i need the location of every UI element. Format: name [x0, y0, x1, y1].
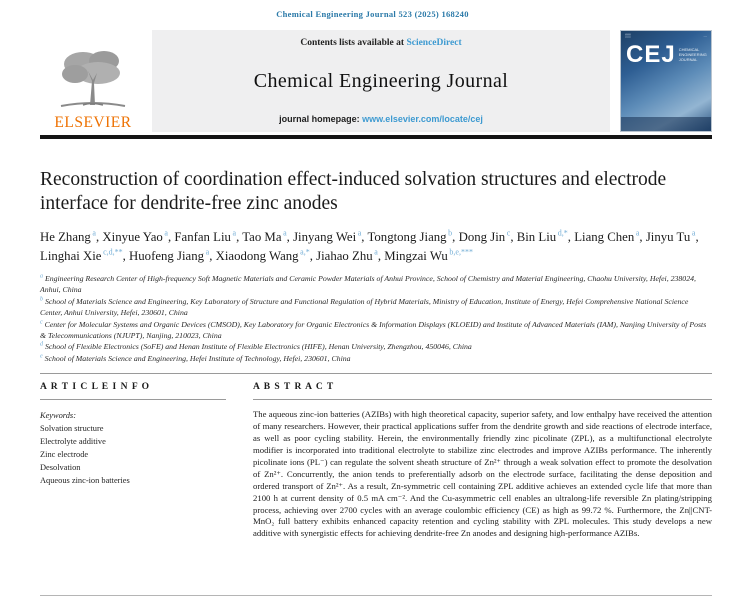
article-info-column	[40, 382, 226, 487]
journal-title: Chemical Engineering Journal	[253, 69, 509, 92]
homepage-prefix: journal homepage:	[279, 114, 363, 124]
author-name: Xinyue Yao	[102, 230, 163, 244]
contents-line	[300, 38, 461, 48]
author-name: Bin Liu	[516, 230, 557, 244]
section-divider	[40, 373, 712, 374]
cover-subtitle: CHEMICAL ENGINEERING JOURNAL	[678, 47, 707, 63]
abstract-column	[253, 382, 712, 540]
journal-banner	[152, 30, 610, 132]
author-name: Mingzai Wu	[384, 248, 448, 263]
elsevier-wordmark: ELSEVIER	[54, 114, 132, 131]
abstract-text: The aqueous zinc-ion batteries (AZIBs) with high theoretical capacity, superior safety, and low enthalpy have received the attention of many researchers. However, their practical applications suffer from the dendrite growth and side reactions of electrode interface, as well as poor cycling stability. Herein, the environmentally friendly zinc picolinate (ZPL), as a multifunctional electrolyte modifier is incorporated into traditional electrolyte to stabilize zinc electrodes and improve AZIBs performance. The inherently picolinate ions (PL⁻) can regulate the solvent sheath structure of Zn²⁺ through a weak solvation effect to promote the desolvation of Zn²⁺. Concurrently, the anion tends to preferentially adsorb on the electrode surface, facilitating the dense deposition and ordered transport of Zn²⁺. As a result, Zn-symmetric cell containing ZPL additive achieves an extended cycle life that more than 2100 h at current density of 0.5 mA cm⁻². And the Cu-asymmetric cell enables an ultralong-life reversible Zn plating/stripping process, achieving over 2700 cycles with an average coulombic efficiency (CE) as high as 99.72 %. Furthermore, the Zn||CNT-MnO₂ full battery exhibits enhanced capacity retention and cycling stability with ZPL molecules. This study develops a new additive with synergistic effects for achieving dendrite-free Zn anodes and designing high-performance AZIBs.	[253, 409, 712, 539]
sciencedirect-link[interactable]: ScienceDirect	[406, 38, 462, 48]
author-affiliation-marker: a	[162, 228, 168, 238]
author-affiliation-marker: a	[204, 247, 210, 257]
affiliation-marker: e	[40, 353, 43, 360]
author-affiliation-marker: d,*	[556, 228, 568, 238]
cover-emblem-icon: ▒▒	[625, 33, 631, 38]
author-name: Liang Chen	[574, 230, 635, 244]
affiliation: $^c$ Center for Molecular Systems and Organic Devices (CMSOD), Key Laboratory for Organic Electronics & Information Displays (KLOEID) and Institute of Advanced Materials (IAM), Nanjing University of Posts & Telecommunications (NJUPT), Nanjing, 210023, China	[40, 319, 707, 341]
article-info-heading: A R T I C L E I N F O	[40, 382, 151, 393]
elsevier-logo	[40, 30, 146, 132]
affiliation-list	[40, 273, 712, 364]
keyword-item: Aqueous zinc-ion batteries	[40, 476, 130, 486]
cover-issue-text: —	[703, 34, 707, 38]
author-affiliation-marker: a	[356, 228, 362, 238]
abstract-heading: A B S T R A C T	[253, 382, 335, 393]
contents-prefix: Contents lists available at	[300, 38, 407, 48]
author-name: Linghai Xie	[40, 248, 102, 263]
author-affiliation-marker: a	[372, 247, 378, 257]
author-affiliation-marker: b,e,***	[447, 247, 473, 257]
author-name: He Zhang	[40, 230, 91, 244]
info-abstract-columns	[40, 382, 712, 540]
author-affiliation-marker: a,*	[298, 247, 310, 257]
cover-abbrev: CEJ	[626, 41, 676, 69]
journal-citation-header: Chemical Engineering Journal 523 (2025) 168240	[276, 9, 469, 19]
keywords-block	[40, 409, 226, 487]
affiliation: $^a$ Engineering Research Center of High-frequency Soft Magnetic Materials and Ceramic Powder Materials of Anhui Province, School of Chemistry and Material Engineering, Chaohu University, Hefei, 238024, Anhui, China	[40, 273, 696, 295]
affiliation-marker: b	[40, 296, 43, 303]
affiliation: $^e$ School of Materials Science and Engineering, Hefei Institute of Technology, Hefei, 230601, China	[40, 353, 351, 363]
journal-masthead	[40, 30, 712, 132]
affiliation: $^b$ School of Materials Science and Engineering, Key Laboratory of Structure and Functional Regulation of Hybrid Materials, Ministry of Education, Institute of Energy, Hefei Comprehensive National Science Center, Anhui University, Hefei, 230601, China	[40, 296, 689, 318]
affiliation-marker: a	[40, 273, 43, 280]
author-name: Fanfan Liu	[174, 230, 231, 244]
keyword-item: Desolvation	[40, 463, 81, 473]
author-name: Jinyang Wei	[293, 230, 357, 244]
author-affiliation-marker: c	[505, 228, 511, 238]
author-affiliation-marker: a	[690, 228, 696, 238]
keyword-item: Solvation structure	[40, 424, 104, 434]
elsevier-tree-icon	[53, 47, 133, 113]
affiliation-marker: d	[40, 341, 43, 348]
author-affiliation-marker: a	[230, 228, 237, 238]
author-affiliation-marker: a	[281, 228, 287, 238]
author-name: Jinyu Tu	[645, 230, 691, 244]
author-affiliation-marker: a	[634, 228, 640, 238]
keyword-item: Zinc electrode	[40, 450, 89, 460]
article-info-rule	[40, 399, 226, 400]
affiliation-marker: c	[40, 319, 43, 326]
author-name: Tongtong Jiang	[367, 230, 447, 244]
keywords-label: Keywords:	[40, 411, 76, 421]
cover-bottom-band	[621, 117, 711, 131]
page-bottom-divider	[40, 595, 712, 596]
journal-cover-thumbnail	[620, 30, 712, 132]
author-list: He Zhang $^a$, Xinyue Yao $^a$, Fanfan Liu $^a$, Tao Ma $^a$, Jinyang Wei $^a$, Tongtong Jiang $^b$, Dong Jin $^c$, Bin Liu $^{d,*}$, Liang Chen $^a$, Jinyu Tu $^a$, Linghai Xie $^{c,d,**}$, Huofeng Jiang $^a$, Xiaodong Wang $^{a,*}$, Jiahao Zhu $^a$, Mingzai Wu $^{b,e,***}$	[40, 228, 699, 263]
homepage-link[interactable]: www.elsevier.com/locate/cej	[362, 114, 483, 124]
author-name: Xiaodong Wang	[215, 248, 299, 263]
author-affiliation-marker: c,d,**	[101, 247, 123, 257]
keyword-item: Electrolyte additive	[40, 437, 106, 447]
author-name: Jiahao Zhu	[316, 248, 373, 263]
author-name: Tao Ma	[242, 230, 282, 244]
author-name: Dong Jin	[458, 230, 506, 244]
article-title: Reconstruction of coordination effect-induced solvation structures and electrode interface for dendrite-free zinc anodes	[40, 169, 667, 214]
keyword-list	[40, 422, 226, 487]
author-name: Huofeng Jiang	[129, 248, 205, 263]
masthead-divider	[40, 135, 712, 139]
abstract-rule	[253, 399, 712, 400]
homepage-line	[279, 114, 483, 124]
affiliation: $^d$ School of Flexible Electronics (SoFE) and Henan Institute of Flexible Electronics (HIFE), Henan University, Zhengzhou, 450046, China	[40, 341, 472, 352]
author-affiliation-marker: b	[446, 228, 453, 238]
author-affiliation-marker: a	[90, 228, 96, 238]
